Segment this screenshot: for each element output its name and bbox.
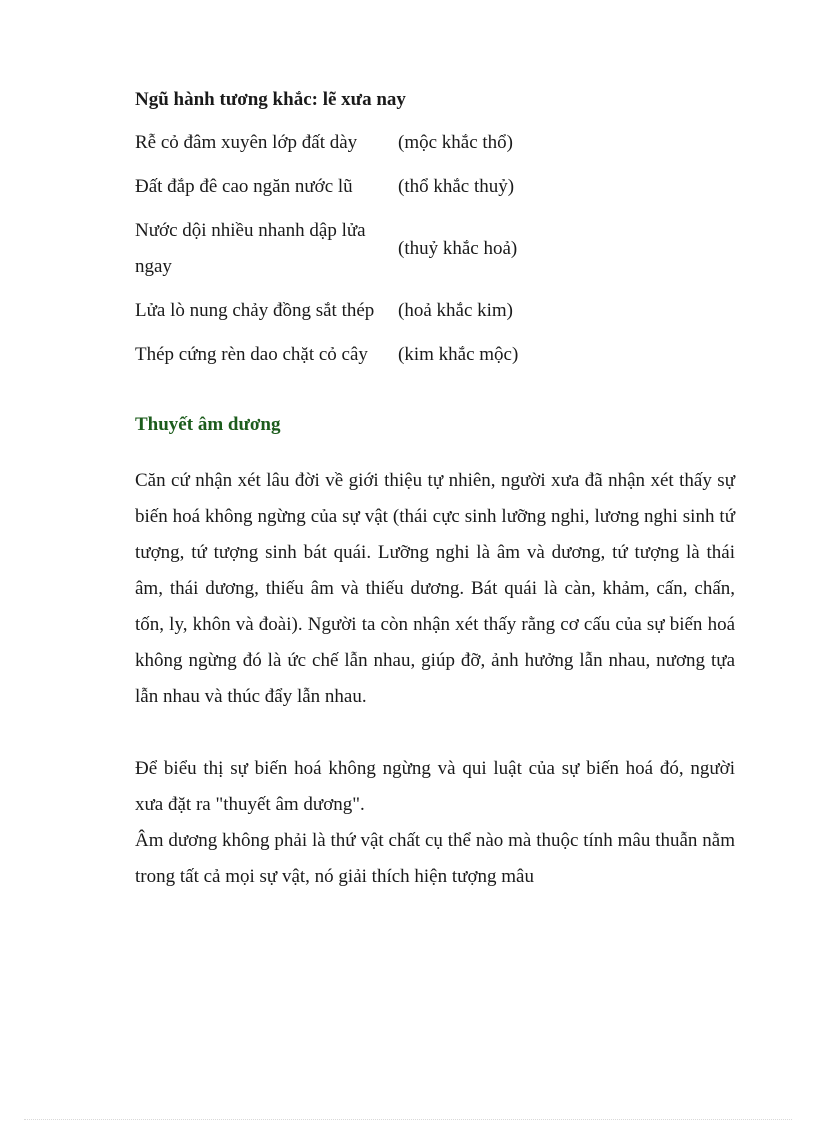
table-row xyxy=(135,125,518,169)
section-heading: Thuyết âm dương xyxy=(135,414,281,435)
verse-text: Đất đắp đê cao ngăn nước lũ xyxy=(135,176,353,197)
page-bottom-divider xyxy=(24,1119,792,1120)
table-row xyxy=(135,169,518,213)
verse-text: Nước dội nhiều nhanh dập lửa ngay xyxy=(135,220,366,277)
body-paragraph: Để biểu thị sự biến hoá không ngừng và qui luật của sự biến hoá đó, người xưa đặt ra "thuyết âm dương". xyxy=(135,758,735,815)
table-row xyxy=(135,337,518,381)
relation-text: (mộc khắc thổ) xyxy=(398,132,514,153)
table-row xyxy=(135,293,518,337)
document-page xyxy=(135,82,735,895)
verse-text: Lửa lò nung chảy đồng sắt thép xyxy=(135,300,375,321)
five-elements-table xyxy=(135,125,518,381)
body-paragraph: Căn cứ nhận xét lâu đời về giới thiệu tự nhiên, người xưa đã nhận xét thấy sự biến hoá không ngừng của sự vật (thái cực sinh lưỡng nghi, lương nghi sinh tứ tượng, tứ tượng sinh bát quái. Lưỡng nghi là âm và dương, tứ tượng là thái âm, thái dương, thiếu âm và thiếu dương. Bát quái là càn, khảm, cấn, chấn, tốn, ly, khôn và đoài). Người ta còn nhận xét thấy rằng cơ cấu của sự biến hoá không ngừng đó là ức chế lẫn nhau, giúp đỡ, ảnh hưởng lẫn nhau, nương tựa lẫn nhau và thúc đẩy lẫn nhau. xyxy=(135,470,735,707)
verse-text: Thép cứng rèn dao chặt cỏ cây xyxy=(135,344,368,365)
relation-text: (kim khắc mộc) xyxy=(398,344,519,365)
relation-text: (thuỷ khắc hoả) xyxy=(398,238,518,259)
table-row xyxy=(135,213,518,293)
page-title: Ngũ hành tương khắc: lẽ xưa nay xyxy=(135,89,406,110)
body-paragraph: Âm dương không phải là thứ vật chất cụ thể nào mà thuộc tính mâu thuẫn nằm trong tất cả mọi sự vật, nó giải thích hiện tượng mâu xyxy=(135,830,735,887)
relation-text: (hoả khắc kim) xyxy=(398,300,514,321)
relation-text: (thổ khắc thuỷ) xyxy=(398,176,515,197)
verse-text: Rễ cỏ đâm xuyên lớp đất dày xyxy=(135,132,358,153)
